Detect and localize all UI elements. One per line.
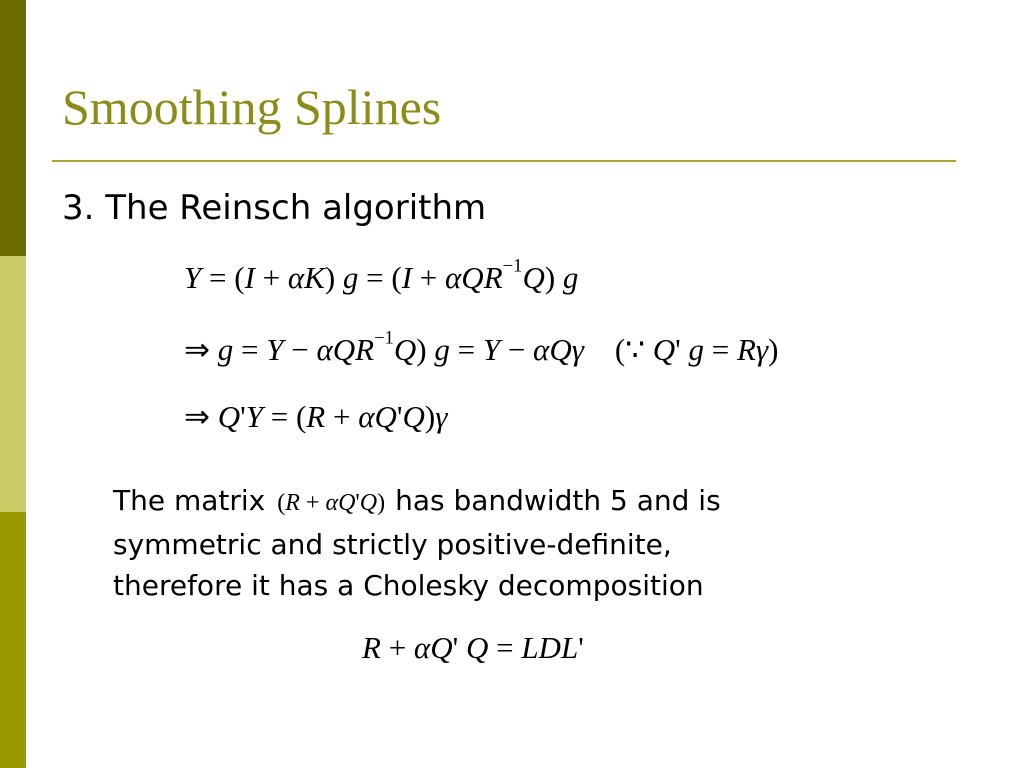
slide-title: Smoothing Splines <box>62 79 442 135</box>
paragraph-line-3: therefore it has a Cholesky decomposition <box>113 569 704 602</box>
paragraph-text-after: has bandwidth 5 and is <box>395 484 721 517</box>
explanation-paragraph <box>113 480 973 606</box>
equation-1: Y = (I + αK) g = (I + αQR$^{-1}$Q) g <box>184 255 579 295</box>
sidebar-band-bottom <box>0 512 26 768</box>
equation-3: ⇒ Q'Y = (R + αQ'Q)γ <box>184 399 448 434</box>
sidebar-band-middle <box>0 256 26 512</box>
paragraph-text-before: The matrix <box>113 484 266 517</box>
paragraph-line-2: symmetric and strictly positive-definite, <box>113 528 672 561</box>
title-divider <box>52 160 956 162</box>
equation-cholesky: R + αQ' Q = LDL' <box>362 630 584 665</box>
sidebar-band-top <box>0 0 26 256</box>
equation-2: ⇒ g = Y − αQR$^{-1}$Q) g = Y − αQγ (∵ Q' g = Rγ) <box>184 327 779 367</box>
section-heading: 3. The Reinsch algorithm <box>62 188 487 228</box>
inline-matrix-expression: (R + αQ'Q) <box>277 490 386 516</box>
